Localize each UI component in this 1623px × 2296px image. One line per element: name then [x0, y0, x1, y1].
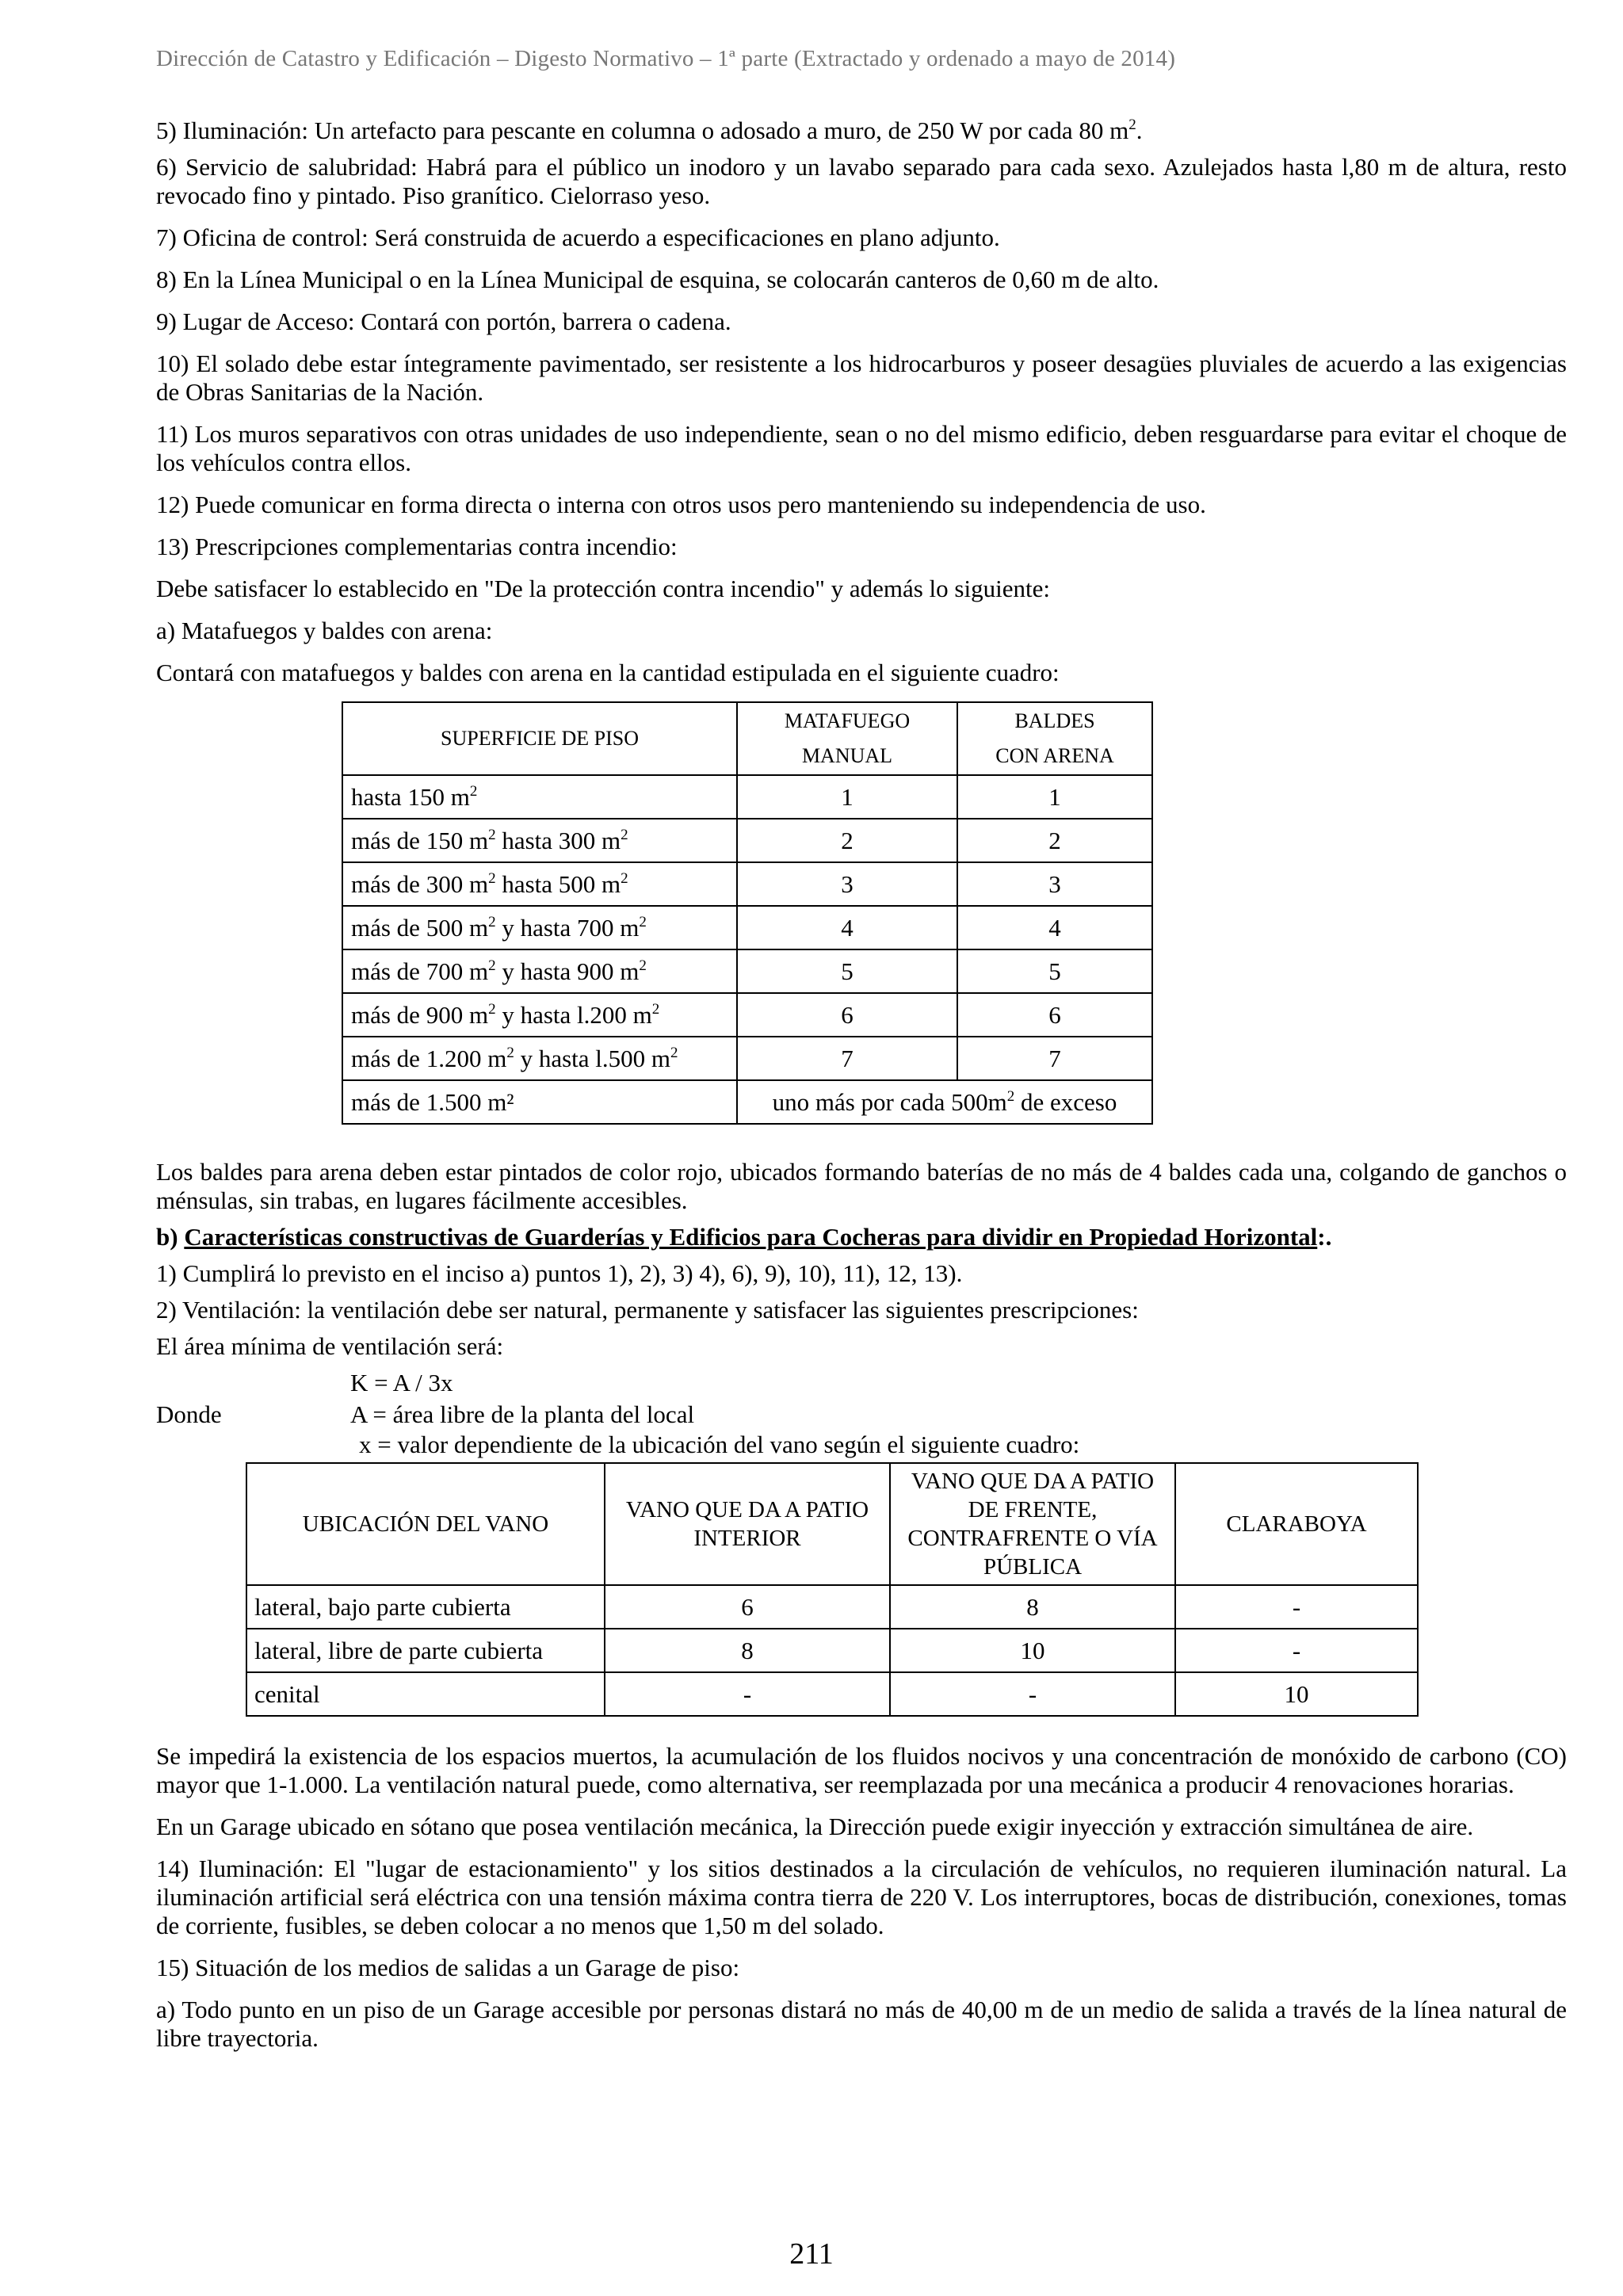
- table-header-row: [342, 702, 1152, 775]
- item-14-iluminacion: 14) Iluminación: El "lugar de estacionamiento" y los sitios destinados a la circulación de vehículos, no requieren iluminación natural. La iluminación artificial será eléctrica con una tensión máxima contra tierra de 220 V. Los interruptores, bocas de distribución, conexiones, tomas de corriente, fusibles, se deben colocar a no menos que 1,50 m del solado.: [156, 1855, 1567, 1939]
- col-patio-frente: VANO QUE DA A PATIO DE FRENTE, CONTRAFRENTE O VÍA PÚBLICA: [890, 1463, 1175, 1585]
- table-row: más de 500 $m^2$ y hasta 700 $m^2$ 4 4: [342, 906, 1152, 949]
- table-row: lateral, libre de parte cubierta 8 10 -: [246, 1629, 1418, 1672]
- definition-x: x = valor dependiente de la ubicación del vano según el siguiente cuadro:: [359, 1431, 1080, 1458]
- table-row: más de 700 $m^2$ y hasta 900 $m^2$ 5 5: [342, 949, 1152, 993]
- section-b-item-2: 2) Ventilación: la ventilación debe ser natural, permanente y satisfacer las siguientes prescripciones:: [156, 1296, 1139, 1324]
- item-13-intro: Debe satisfacer lo establecido en "De la protección contra incendio" y además lo siguiente:: [156, 575, 1050, 602]
- col-superficie: SUPERFICIE DE PISO: [342, 702, 737, 775]
- donde-label: Donde: [156, 1400, 222, 1428]
- col-matafuego: MATAFUEGO MANUAL: [737, 702, 957, 775]
- garage-sotano-paragraph: En un Garage ubicado en sótano que posea ventilación mecánica, la Dirección puede exigir inyección y extracción simultánea de aire.: [156, 1813, 1474, 1840]
- item-12-comunicacion: 12) Puede comunicar en forma directa o interna con otros usos pero manteniendo su independencia de uso.: [156, 491, 1206, 518]
- table-row: hasta 150 $m^2$ 1 1: [342, 775, 1152, 819]
- baldes-paragraph: Los baldes para arena deben estar pintados de color rojo, ubicados formando baterías de no más de 4 baldes cada una, colgando de ganchos o ménsulas, sin trabas, en lugares fácilmente accesibles.: [156, 1158, 1567, 1214]
- running-header: Dirección de Catastro y Edificación – Digesto Normativo – 1ª parte (Extractado y ordenado a mayo de 2014): [156, 46, 1176, 71]
- col-baldes: BALDES CON ARENA: [957, 702, 1152, 775]
- col-patio-interior: VANO QUE DA A PATIO INTERIOR: [605, 1463, 890, 1585]
- ventilation-table: [246, 1462, 1419, 1717]
- table-row: lateral, bajo parte cubierta 6 8 -: [246, 1585, 1418, 1629]
- espacios-muertos-paragraph: Se impedirá la existencia de los espacios muertos, la acumulación de los fluidos nocivos y una concentración de monóxido de carbono (CO) mayor que 1-1.000. La ventilación natural puede, como alternativa, ser reemplazada por una mecánica a producir 4 renovaciones horarias.: [156, 1742, 1567, 1798]
- table-row: cenital - - 10: [246, 1672, 1418, 1716]
- definition-x-row: [156, 1431, 1567, 1461]
- table-header-row: [246, 1463, 1418, 1585]
- item-15a: a) Todo punto en un piso de un Garage accesible por personas distará no más de 40,00 m de un medio de salida a través de la línea natural de libre trayectoria.: [156, 1996, 1567, 2052]
- table-row: más de 300 $m^2$ hasta 500 $m^2$ 3 3: [342, 862, 1152, 906]
- ventilation-intro: El área mínima de ventilación será:: [156, 1332, 504, 1360]
- item-9-acceso: 9) Lugar de Acceso: Contará con portón, barrera o cadena.: [156, 308, 731, 335]
- formula: [156, 1369, 1567, 1400]
- section-b-item-1: 1) Cumplirá lo previsto en el inciso a) puntos 1), 2), 3) 4), 6), 9), 10), 11), 12, 13).: [156, 1259, 963, 1287]
- item-13-incendio: 13) Prescripciones complementarias contra incendio:: [156, 533, 678, 560]
- definition-a: A = área libre de la planta del local: [350, 1400, 695, 1428]
- extinguisher-table: [342, 701, 1153, 1125]
- formula-k: K = A / 3x: [350, 1369, 453, 1396]
- item-11-muros: 11) Los muros separativos con otras unidades de uso independiente, sean o no del mismo edificio, deben resguardarse para evitar el choque de los vehículos contra ellos.: [156, 420, 1567, 476]
- item-13a-title: a) Matafuegos y baldes con arena:: [156, 617, 493, 644]
- item-7-oficina: 7) Oficina de control: Será construida de acuerdo a especificaciones en plano adjunto.: [156, 223, 1000, 251]
- col-ubicacion: UBICACIÓN DEL VANO: [246, 1463, 605, 1585]
- section-b-title: b) Características constructivas de Guarderías y Edificios para Cocheras para dividir en Propiedad Horizontal:.: [156, 1223, 1332, 1251]
- table-row: más de 900 $m^2$ y hasta l.200 $m^2$ 6 6: [342, 993, 1152, 1037]
- col-claraboya: CLARABOYA: [1175, 1463, 1418, 1585]
- item-13a-intro: Contará con matafuegos y baldes con arena en la cantidad estipulada en el siguiente cuadro:: [156, 659, 1060, 686]
- page-body: [156, 117, 1567, 2053]
- table-row: más de 150 $m^2$ hasta 300 $m^2$ 2 2: [342, 819, 1152, 862]
- page-number: 211: [789, 2237, 834, 2271]
- item-8-linea-municipal: 8) En la Línea Municipal o en la Línea Municipal de esquina, se colocarán canteros de 0,60 m de alto.: [156, 266, 1159, 293]
- item-6-salubridad: 6) Servicio de salubridad: Habrá para el público un inodoro y un lavabo separado para cada sexo. Azulejados hasta l,80 m de altura, resto revocado fino y pintado. Piso granítico. Cielorraso yeso.: [156, 153, 1567, 209]
- table-row: más de 1.200 $m^2$ y hasta l.500 $m^2$ 7 7: [342, 1037, 1152, 1080]
- item-10-solado: 10) El solado debe estar íntegramente pavimentado, ser resistente a los hidrocarburos y poseer desagües pluviales de acuerdo a las exigencias de Obras Sanitarias de la Nación.: [156, 350, 1567, 406]
- table-row: más de 1.500 m² uno más por cada $500m^2$ de exceso: [342, 1080, 1152, 1124]
- item-5-iluminacion: 5) Iluminación: Un artefacto para pescante en columna o adosado a muro, de 250 W por cada 80 $m^2$.: [156, 117, 1143, 144]
- item-15-salidas: 15) Situación de los medios de salidas a un Garage de piso:: [156, 1954, 740, 1981]
- definition-a-row: [156, 1400, 1567, 1431]
